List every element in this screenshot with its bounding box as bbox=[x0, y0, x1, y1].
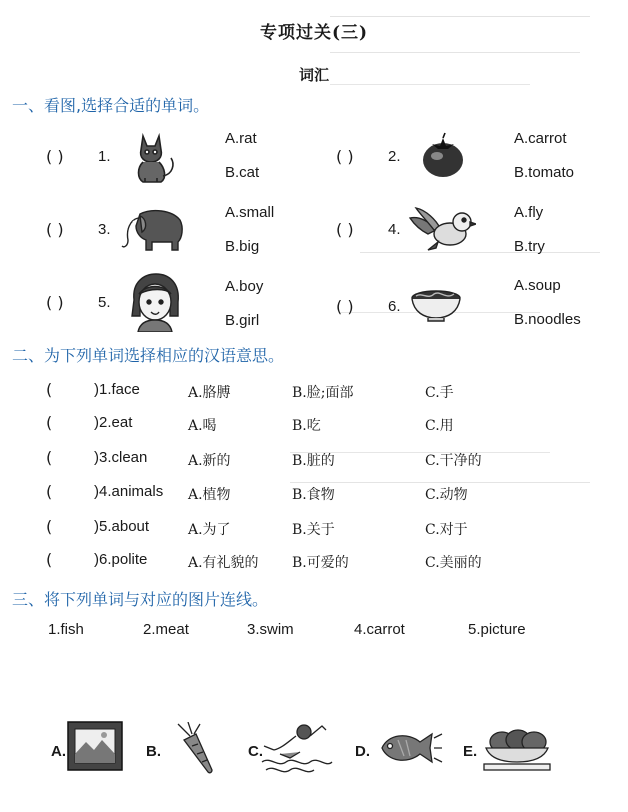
vocab-option-1c: C.手 bbox=[425, 385, 454, 401]
match-pic-label-b: B. bbox=[146, 743, 161, 760]
answer-blank-2[interactable]: ( ) bbox=[336, 147, 354, 166]
vocab-option-4a: A.植物 bbox=[188, 487, 231, 503]
vocab-word-4: )4.animals bbox=[94, 483, 164, 500]
vocab-word-1: )1.face bbox=[94, 381, 140, 398]
option-2b: B.tomato bbox=[514, 164, 575, 181]
match-pic-label-d: D. bbox=[355, 743, 370, 760]
vocab-option-2c: C.用 bbox=[425, 418, 454, 434]
match-pic-label-e: E. bbox=[463, 743, 478, 760]
option-4a: A.fly bbox=[514, 204, 544, 221]
answer-blank-p2-2[interactable]: ( bbox=[46, 413, 53, 432]
girl-icon bbox=[126, 272, 184, 332]
answer-blank-3[interactable]: ( ) bbox=[46, 220, 64, 239]
cat-icon bbox=[125, 128, 183, 186]
vocab-word-2: )2.eat bbox=[94, 414, 133, 431]
option-2a: A.carrot bbox=[514, 130, 567, 147]
option-1a: A.rat bbox=[225, 130, 257, 147]
vocab-option-6a: A.有礼貌的 bbox=[188, 555, 259, 571]
vocab-word-3: )3.clean bbox=[94, 449, 148, 466]
picture-frame-icon[interactable] bbox=[66, 720, 124, 772]
vocab-option-2b: B.吃 bbox=[292, 418, 321, 434]
option-1b: B.cat bbox=[225, 164, 260, 181]
option-4b: B.try bbox=[514, 238, 545, 255]
option-6a: A.soup bbox=[514, 277, 561, 294]
bleed-through-background bbox=[300, 0, 620, 812]
vocab-word-5: )5.about bbox=[94, 518, 150, 535]
vocab-option-3c: C.干净的 bbox=[425, 453, 482, 469]
question-number-1: 1. bbox=[98, 148, 111, 165]
answer-blank-p2-6[interactable]: ( bbox=[46, 550, 53, 569]
question-number-2: 2. bbox=[388, 148, 401, 165]
match-word-2[interactable]: 2.meat bbox=[143, 621, 189, 638]
vocab-option-1a: A.胳膊 bbox=[188, 385, 231, 401]
option-5a: A.boy bbox=[225, 278, 264, 295]
elephant-icon bbox=[118, 204, 190, 254]
question-number-5: 5. bbox=[98, 294, 111, 311]
vocab-option-2a: A.喝 bbox=[188, 418, 217, 434]
option-5b: B.girl bbox=[225, 312, 260, 329]
option-3b: B.big bbox=[225, 238, 260, 255]
vocab-option-5c: C.对于 bbox=[425, 522, 468, 538]
bird-icon bbox=[406, 200, 476, 256]
page-subtitle: 词汇 bbox=[298, 66, 329, 84]
answer-blank-p2-1[interactable]: ( bbox=[46, 380, 53, 399]
fish-icon[interactable] bbox=[374, 728, 444, 768]
answer-blank-6[interactable]: ( ) bbox=[336, 297, 354, 316]
vocab-option-3a: A.新的 bbox=[188, 453, 231, 469]
vocab-option-3b: B.脏的 bbox=[292, 453, 335, 469]
carrot-icon[interactable] bbox=[170, 722, 218, 776]
option-3a: A.small bbox=[225, 204, 275, 221]
match-word-3[interactable]: 3.swim bbox=[247, 621, 294, 638]
vocab-option-6c: C.美丽的 bbox=[425, 555, 482, 571]
match-word-5[interactable]: 5.picture bbox=[468, 621, 526, 638]
match-pic-label-c: C. bbox=[248, 743, 263, 760]
option-6b: B.noodles bbox=[514, 311, 581, 328]
section-1-heading: 一、看图,选择合适的单词。 bbox=[12, 96, 210, 115]
section-3-heading: 三、将下列单词与对应的图片连线。 bbox=[12, 590, 269, 609]
vocab-option-4c: C.动物 bbox=[425, 487, 468, 503]
vocab-option-4b: B.食物 bbox=[292, 487, 335, 503]
meat-platter-icon[interactable] bbox=[482, 722, 552, 772]
vocab-word-6: )6.polite bbox=[94, 551, 148, 568]
noodles-icon bbox=[408, 288, 464, 322]
answer-blank-5[interactable]: ( ) bbox=[46, 293, 64, 312]
vocab-option-5a: A.为了 bbox=[188, 522, 231, 538]
question-number-4: 4. bbox=[388, 221, 401, 238]
tomato-icon bbox=[418, 132, 468, 180]
page-title: 专项过关(三) bbox=[259, 23, 369, 43]
answer-blank-p2-4[interactable]: ( bbox=[46, 482, 53, 501]
match-word-1[interactable]: 1.fish bbox=[48, 621, 84, 638]
answer-blank-4[interactable]: ( ) bbox=[336, 220, 354, 239]
match-word-4[interactable]: 4.carrot bbox=[354, 621, 405, 638]
answer-blank-1[interactable]: ( ) bbox=[46, 147, 64, 166]
vocab-option-1b: B.脸;面部 bbox=[292, 385, 354, 401]
question-number-6: 6. bbox=[388, 298, 401, 315]
section-2-heading: 二、为下列单词选择相应的汉语意思。 bbox=[12, 346, 285, 365]
match-pic-label-a: A. bbox=[51, 743, 66, 760]
vocab-option-6b: B.可爱的 bbox=[292, 555, 349, 571]
question-number-3: 3. bbox=[98, 221, 111, 238]
vocab-option-5b: B.关于 bbox=[292, 522, 335, 538]
swimmer-icon[interactable] bbox=[260, 718, 334, 776]
answer-blank-p2-5[interactable]: ( bbox=[46, 517, 53, 536]
answer-blank-p2-3[interactable]: ( bbox=[46, 448, 53, 467]
